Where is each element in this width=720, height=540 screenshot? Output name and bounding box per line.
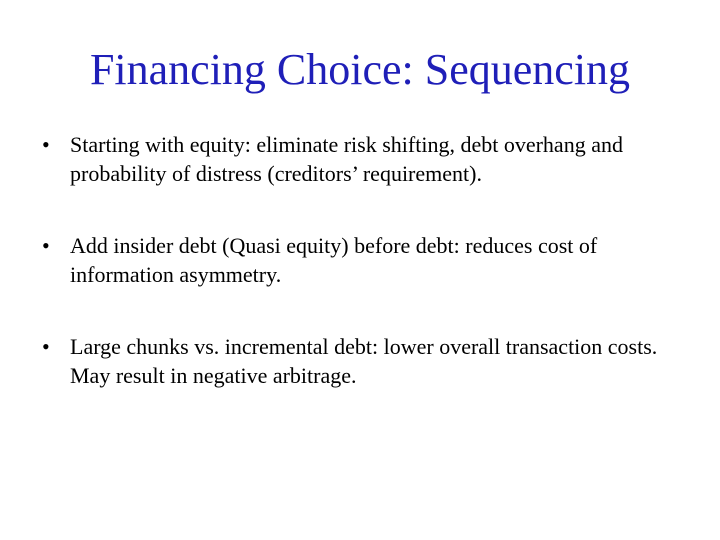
bullet-point-icon: • (42, 334, 50, 359)
bullet-item (42, 130, 692, 188)
bullet-text: Large chunks vs. incremental debt: lower overall transaction costs. May result in negative arbitrage. (70, 334, 658, 388)
bullet-point-icon: • (42, 233, 50, 258)
bullet-item (42, 231, 692, 289)
bullet-item (42, 332, 692, 390)
slide-title: Financing Choice: Sequencing (89, 45, 631, 94)
bullet-text: Add insider debt (Quasi equity) before debt: reduces cost of information asymmetry. (70, 233, 598, 287)
bullet-point-icon: • (42, 132, 50, 157)
bullet-list (42, 130, 692, 433)
bullet-text: Starting with equity: eliminate risk shifting, debt overhang and probability of distress (creditors’ requirement). (70, 132, 623, 186)
